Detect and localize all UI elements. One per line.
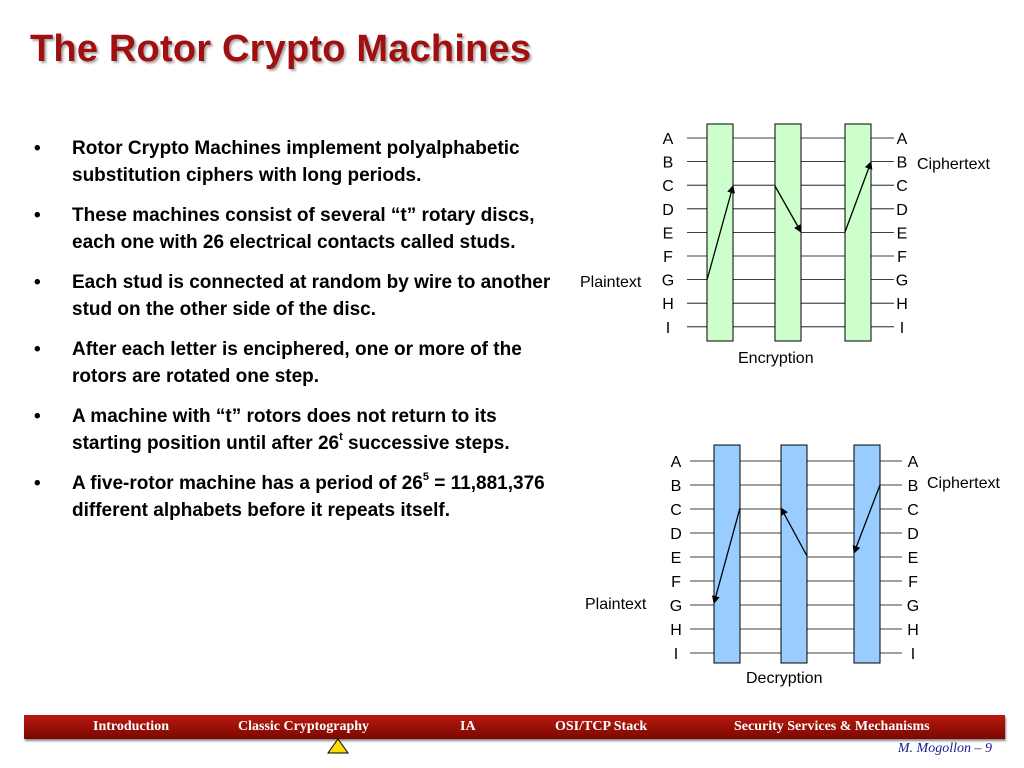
encryption-caption: Encryption bbox=[738, 350, 814, 367]
rotor-3 bbox=[845, 124, 871, 341]
contact-letter: H bbox=[670, 622, 682, 639]
bullet-marker: • bbox=[34, 406, 41, 427]
bullet-text-before: A five-rotor machine has a period of 26 bbox=[72, 473, 423, 494]
contact-letter: D bbox=[670, 526, 682, 543]
contact-letter: A bbox=[670, 454, 682, 471]
footer-link-classic-cryptography[interactable]: Classic Cryptography bbox=[238, 719, 370, 734]
encryption-diagram bbox=[580, 124, 990, 367]
contact-letter: E bbox=[907, 550, 919, 567]
bullet-text-before: A machine with “t” rotors does not return to its starting position until after 26 bbox=[72, 406, 497, 454]
contact-letter: B bbox=[907, 478, 919, 495]
contact-letter: C bbox=[907, 502, 919, 519]
bullet-marker: • bbox=[34, 473, 41, 494]
triangle-home-icon[interactable] bbox=[327, 738, 349, 754]
contact-letter: B bbox=[662, 154, 674, 172]
contact-letter: B bbox=[670, 478, 682, 495]
contact-letter: F bbox=[671, 574, 681, 591]
contact-letter: E bbox=[662, 225, 674, 243]
rotor-3 bbox=[854, 445, 880, 663]
contact-letter: B bbox=[896, 154, 908, 172]
contact-letter: F bbox=[663, 249, 673, 266]
contact-letter: I bbox=[910, 646, 916, 663]
contact-letter: I bbox=[665, 319, 671, 337]
contact-letter: G bbox=[661, 272, 675, 290]
right-letter-column bbox=[896, 131, 908, 337]
contact-letter: G bbox=[906, 598, 920, 615]
bullet-text: These machines consist of several “t” rotary discs, each one with 26 electrical contacts called studs. bbox=[72, 205, 535, 253]
left-letter-column bbox=[662, 131, 674, 337]
contact-letter: E bbox=[670, 550, 682, 567]
bullet-marker: • bbox=[34, 339, 41, 360]
bullet-text: Rotor Crypto Machines implement polyalphabetic substitution ciphers with long periods. bbox=[72, 138, 520, 186]
footer-link-ia[interactable]: IA bbox=[460, 719, 476, 734]
contact-letter: I bbox=[673, 646, 679, 663]
contact-letter: G bbox=[895, 272, 909, 290]
contact-letter: C bbox=[670, 502, 682, 519]
footer-link-introduction[interactable]: Introduction bbox=[93, 719, 169, 734]
bullet-text: Each stud is connected at random by wire to another stud on the other side of the disc. bbox=[72, 272, 551, 320]
contact-letter: H bbox=[662, 296, 674, 314]
decryption-caption: Decryption bbox=[746, 670, 823, 687]
contact-letter: I bbox=[899, 319, 905, 337]
slide-title: The Rotor Crypto Machines bbox=[30, 28, 532, 70]
footer-link-osi-tcp-stack[interactable]: OSI/TCP Stack bbox=[555, 719, 648, 734]
plaintext-label: Plaintext bbox=[580, 274, 642, 291]
contact-letter: H bbox=[907, 622, 919, 639]
ciphertext-label: Ciphertext bbox=[927, 475, 1000, 492]
footer-link-security-services[interactable]: Security Services & Mechanisms bbox=[734, 719, 930, 734]
ciphertext-label: Ciphertext bbox=[917, 156, 990, 173]
contact-letter: G bbox=[669, 598, 683, 615]
footer-nav-bar bbox=[24, 715, 1005, 739]
bullet-text-after: successive steps. bbox=[342, 433, 510, 454]
contact-letter: F bbox=[897, 249, 907, 266]
contact-letter: C bbox=[896, 178, 908, 196]
right-letter-column bbox=[907, 454, 919, 663]
bullet-marker: • bbox=[34, 272, 41, 293]
contact-letter: D bbox=[907, 526, 919, 543]
left-letter-column bbox=[670, 454, 682, 663]
contact-letter: H bbox=[896, 296, 908, 314]
rotor-2 bbox=[775, 124, 801, 341]
contact-letter: F bbox=[908, 574, 918, 591]
contact-letter: E bbox=[896, 225, 908, 243]
contact-letter: D bbox=[896, 201, 908, 219]
exponent: 5 bbox=[422, 470, 430, 483]
bullet-text: After each letter is enciphered, one or more of the rotors are rotated one step. bbox=[72, 339, 522, 387]
bullet-text-after: = 11,881,376 different alphabets before it repeats itself. bbox=[72, 473, 545, 521]
author-page-number: M. Mogollon – 9 bbox=[897, 741, 992, 756]
bullet-marker: • bbox=[34, 205, 41, 226]
bullet-marker: • bbox=[34, 138, 41, 159]
contact-letter: A bbox=[896, 131, 908, 148]
plaintext-label: Plaintext bbox=[585, 596, 647, 613]
rotor-2 bbox=[781, 445, 807, 663]
decryption-diagram bbox=[585, 445, 1000, 687]
contact-letter: D bbox=[662, 201, 674, 219]
contact-letter: A bbox=[662, 131, 674, 148]
contact-letter: A bbox=[907, 454, 919, 471]
exponent: t bbox=[339, 430, 343, 443]
contact-letter: C bbox=[662, 178, 674, 196]
